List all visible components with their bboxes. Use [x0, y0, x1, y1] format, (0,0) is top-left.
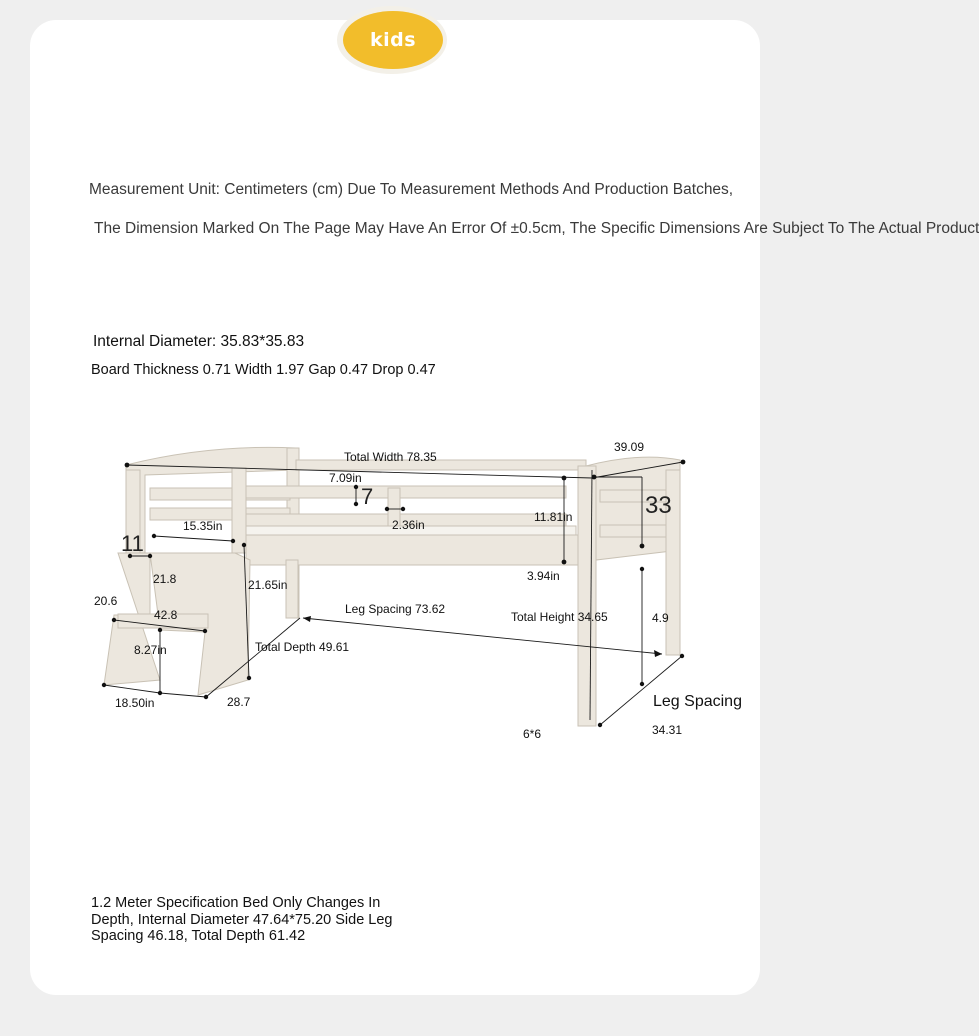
label-7-09in: 7.09in — [329, 471, 362, 485]
measurement-notice-line2: The Dimension Marked On The Page May Have An Error Of ±0.5cm, The Specific Dimensions Are Subject To The Actual Product — [94, 220, 979, 237]
label-leg-spacing-73: Leg Spacing 73.62 — [345, 602, 446, 616]
label-15-35in: 15.35in — [183, 519, 223, 533]
measurement-notice-line1: Measurement Unit: Centimeters (cm) Due To Measurement Methods And Production Batches, — [89, 181, 734, 198]
label-39-09: 39.09 — [614, 440, 645, 454]
label-2-36in: 2.36in — [392, 518, 425, 532]
label-33: 33 — [645, 492, 672, 519]
bed-illustration — [104, 447, 680, 726]
label-6x6: 6*6 — [523, 727, 542, 741]
label-42-8: 42.8 — [154, 608, 178, 622]
logo-text: kids — [369, 29, 417, 51]
label-4-9: 4.9 — [652, 611, 669, 625]
footer-spec-note: 1.2 Meter Specification Bed Only Changes In Depth, Internal Diameter 47.64*75.20 Side Leg Spacing 46.18, Total Depth 61.42 — [91, 895, 393, 944]
label-7: 7 — [361, 484, 374, 509]
label-total-height: Total Height 34.65 — [511, 610, 608, 624]
label-11: 11 — [121, 531, 144, 556]
label-34-31: 34.31 — [652, 723, 683, 737]
label-11-81in: 11.81in — [534, 510, 573, 524]
label-3-94in: 3.94in — [527, 569, 560, 583]
label-18-50in: 18.50in — [115, 696, 155, 710]
label-total-depth: Total Depth 49.61 — [255, 640, 350, 654]
internal-diameter-text: Internal Diameter: 35.83*35.83 — [93, 333, 305, 350]
label-20-6: 20.6 — [94, 594, 118, 608]
label-28-7: 28.7 — [227, 695, 251, 709]
board-spec-text: Board Thickness 0.71 Width 1.97 Gap 0.47 Drop 0.47 — [91, 362, 436, 378]
label-leg-spacing: Leg Spacing — [653, 693, 742, 710]
label-21-65in: 21.65in — [248, 578, 288, 592]
label-total-width: Total Width 78.35 — [344, 450, 437, 464]
label-21-8: 21.8 — [153, 572, 177, 586]
label-8-27in: 8.27in — [134, 643, 167, 657]
